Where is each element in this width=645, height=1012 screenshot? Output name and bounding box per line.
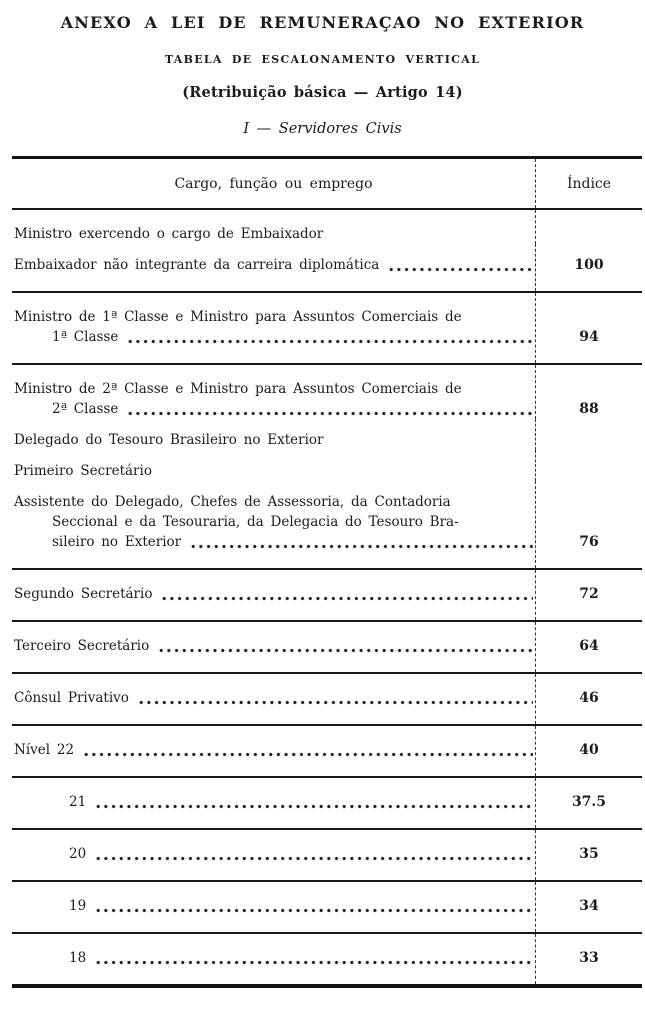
cargo-text: Assistente do Delegado, Chefes de Assessoria, da Contadoria bbox=[14, 494, 451, 510]
cargo-line bbox=[14, 307, 535, 327]
cargo-line bbox=[14, 636, 535, 656]
page-caption: (Retribuição básica — Artigo 14) bbox=[182, 84, 463, 101]
table-row bbox=[12, 293, 642, 363]
cargo-line bbox=[14, 792, 535, 812]
indice-value: 64 bbox=[579, 638, 599, 654]
indice-value: 76 bbox=[579, 534, 599, 550]
cargo-line bbox=[14, 896, 535, 916]
cargo-line bbox=[14, 512, 535, 532]
cargo-text: Primeiro Secretário bbox=[14, 463, 152, 479]
cargo-cell bbox=[12, 210, 536, 244]
table-group bbox=[12, 880, 642, 932]
indice-cell bbox=[536, 622, 642, 672]
cargo-line bbox=[14, 255, 535, 275]
table-group bbox=[12, 208, 642, 291]
table-row bbox=[12, 419, 642, 450]
cargo-text: Cônsul Privativo bbox=[14, 690, 129, 706]
table-group bbox=[12, 568, 642, 620]
table-group bbox=[12, 363, 642, 568]
cargo-text: Ministro de 2ª Classe e Ministro para Assuntos Comerciais de bbox=[14, 381, 462, 397]
cargo-line bbox=[14, 532, 535, 552]
table-row bbox=[12, 570, 642, 620]
dot-leader bbox=[159, 648, 533, 653]
dot-leader bbox=[389, 267, 533, 272]
column-header-indice: Índice bbox=[566, 175, 612, 192]
cargo-cell bbox=[12, 481, 536, 568]
table-row bbox=[12, 622, 642, 672]
table-group bbox=[12, 932, 642, 984]
dot-leader bbox=[128, 411, 533, 416]
dot-leader bbox=[162, 596, 533, 601]
cargo-line bbox=[14, 327, 535, 347]
cargo-text: 21 bbox=[69, 794, 87, 810]
table-group bbox=[12, 620, 642, 672]
cargo-text: Embaixador não integrante da carreira diplomática bbox=[14, 257, 380, 273]
cargo-text: Seccional e da Tesouraria, da Delegacia do Tesouro Bra- bbox=[52, 514, 459, 530]
indice-value: 37.5 bbox=[571, 794, 607, 810]
cargo-line bbox=[14, 740, 535, 760]
column-header-cargo: Cargo, função ou emprego bbox=[12, 159, 536, 208]
table-row bbox=[12, 210, 642, 244]
cargo-cell bbox=[12, 934, 536, 984]
table-row bbox=[12, 778, 642, 828]
section-heading: I — Servidores Civis bbox=[243, 121, 402, 137]
table-row bbox=[12, 481, 642, 568]
table-row bbox=[12, 450, 642, 481]
salary-table bbox=[12, 156, 642, 988]
dot-leader bbox=[84, 752, 533, 757]
table-header-row bbox=[12, 159, 642, 208]
indice-value: 46 bbox=[579, 690, 599, 706]
cargo-cell bbox=[12, 365, 536, 419]
cargo-cell bbox=[12, 450, 536, 481]
indice-cell bbox=[536, 365, 642, 419]
dot-leader bbox=[96, 856, 533, 861]
table-body bbox=[12, 208, 642, 984]
cargo-line bbox=[14, 844, 535, 864]
table-group bbox=[12, 828, 642, 880]
table-row bbox=[12, 365, 642, 419]
indice-cell bbox=[536, 450, 642, 481]
page-title: ANEXO A LEI DE REMUNERAÇAO NO EXTERIOR bbox=[60, 13, 585, 32]
indice-value: 40 bbox=[579, 742, 599, 758]
indice-value: 100 bbox=[574, 257, 604, 273]
dot-leader bbox=[96, 960, 533, 965]
table-group bbox=[12, 724, 642, 776]
indice-cell bbox=[536, 830, 642, 880]
cargo-line bbox=[14, 948, 535, 968]
cargo-line bbox=[14, 399, 535, 419]
indice-cell bbox=[536, 726, 642, 776]
table-group bbox=[12, 291, 642, 363]
cargo-cell bbox=[12, 830, 536, 880]
indice-cell bbox=[536, 778, 642, 828]
cargo-text: Nível 22 bbox=[14, 742, 75, 758]
dot-leader bbox=[139, 700, 533, 705]
cargo-line bbox=[14, 224, 535, 244]
cargo-text: 19 bbox=[69, 898, 87, 914]
cargo-text: Ministro exercendo o cargo de Embaixador bbox=[14, 226, 324, 242]
indice-cell bbox=[536, 481, 642, 568]
table-row bbox=[12, 882, 642, 932]
indice-cell bbox=[536, 244, 642, 291]
table-row bbox=[12, 830, 642, 880]
cargo-cell bbox=[12, 674, 536, 724]
indice-value: 88 bbox=[579, 401, 599, 417]
table-group bbox=[12, 776, 642, 828]
dot-leader bbox=[191, 544, 533, 549]
cargo-text: 20 bbox=[69, 846, 87, 862]
indice-value: 35 bbox=[579, 846, 599, 862]
cargo-line bbox=[14, 430, 535, 450]
indice-value: 94 bbox=[579, 329, 599, 345]
cargo-cell bbox=[12, 419, 536, 450]
indice-cell bbox=[536, 210, 642, 244]
cargo-text: 1ª Classe bbox=[52, 329, 119, 345]
cargo-line bbox=[14, 379, 535, 399]
indice-value: 33 bbox=[579, 950, 599, 966]
indice-cell bbox=[536, 570, 642, 620]
cargo-text: Ministro de 1ª Classe e Ministro para Assuntos Comerciais de bbox=[14, 309, 462, 325]
table-row bbox=[12, 244, 642, 291]
indice-cell bbox=[536, 674, 642, 724]
indice-cell bbox=[536, 882, 642, 932]
cargo-line bbox=[14, 461, 535, 481]
cargo-text: Terceiro Secretário bbox=[14, 638, 150, 654]
page-subtitle: TABELA DE ESCALONAMENTO VERTICAL bbox=[164, 53, 481, 66]
cargo-cell bbox=[12, 570, 536, 620]
cargo-line bbox=[14, 492, 535, 512]
table-group bbox=[12, 672, 642, 724]
dot-leader bbox=[96, 804, 533, 809]
cargo-cell bbox=[12, 244, 536, 291]
cargo-line bbox=[14, 584, 535, 604]
dot-leader bbox=[96, 908, 533, 913]
table-row bbox=[12, 726, 642, 776]
cargo-text: 2ª Classe bbox=[52, 401, 119, 417]
table-row bbox=[12, 674, 642, 724]
cargo-cell bbox=[12, 882, 536, 932]
indice-cell bbox=[536, 419, 642, 450]
cargo-text: Delegado do Tesouro Brasileiro no Exterior bbox=[14, 432, 324, 448]
cargo-cell bbox=[12, 726, 536, 776]
indice-value: 34 bbox=[579, 898, 599, 914]
cargo-cell bbox=[12, 622, 536, 672]
table-row bbox=[12, 934, 642, 984]
cargo-text: 18 bbox=[69, 950, 87, 966]
cargo-text: sileiro no Exterior bbox=[52, 534, 182, 550]
indice-cell bbox=[536, 934, 642, 984]
indice-value: 72 bbox=[579, 586, 599, 602]
cargo-line bbox=[14, 688, 535, 708]
cargo-text: Segundo Secretário bbox=[14, 586, 153, 602]
indice-cell bbox=[536, 293, 642, 363]
cargo-cell bbox=[12, 778, 536, 828]
cargo-cell bbox=[12, 293, 536, 363]
dot-leader bbox=[128, 339, 533, 344]
